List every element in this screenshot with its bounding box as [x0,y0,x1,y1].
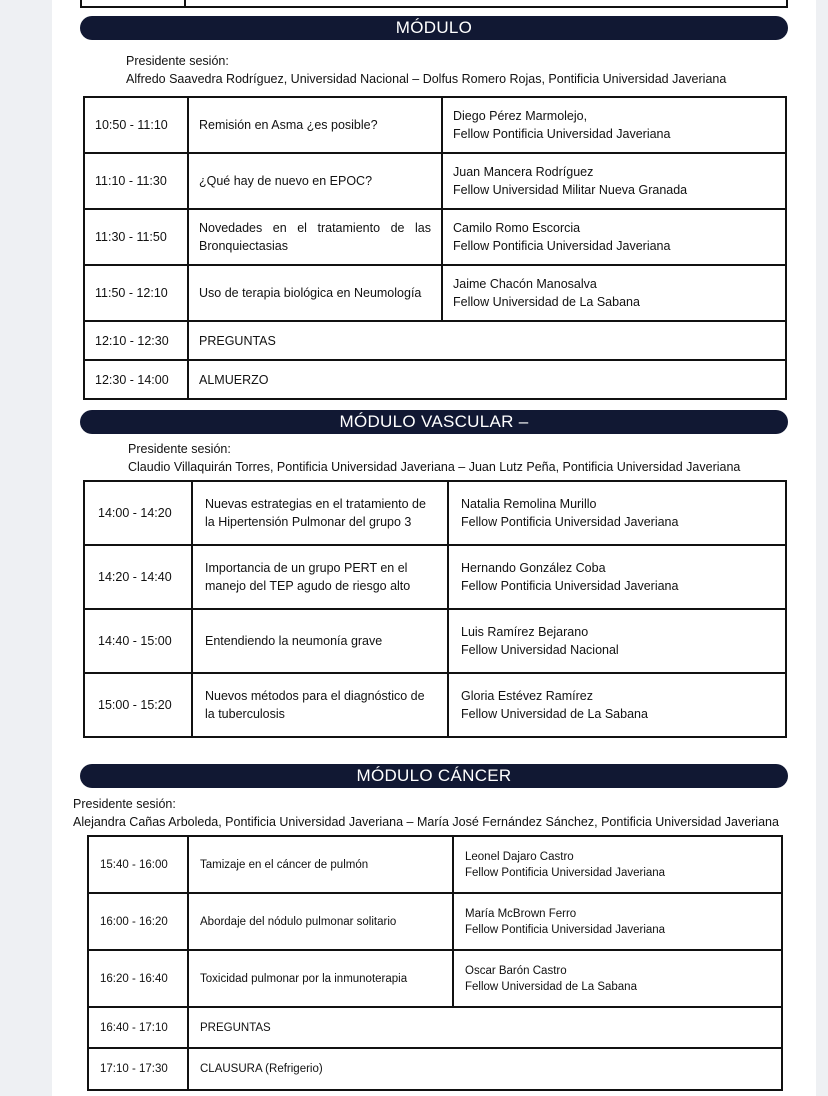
speaker-cell [448,481,786,545]
speaker-name: Diego Pérez Marmolejo, [453,109,588,123]
time-cell: 16:40 - 17:10 [88,1007,188,1048]
speaker-affiliation: Fellow Pontificia Universidad Javeriana [461,515,679,529]
speaker-cell [448,545,786,609]
table-row [84,321,786,360]
speaker-cell [453,893,782,950]
time-cell: 14:20 - 14:40 [84,545,192,609]
topic-line: Novedades en el tratamiento de las [199,221,431,235]
table-row [84,209,786,265]
speaker-affiliation: Fellow Pontificia Universidad Javeriana [465,866,666,879]
topic-line: manejo del TEP agudo de riesgo alto [205,579,411,593]
module-banner [80,764,788,788]
topic-cell [192,673,448,737]
time-cell: 10:50 - 11:10 [84,97,188,153]
speaker-cell [442,209,786,265]
president-names: Alejandra Cañas Arboleda, Pontificia Universidad Javeriana – María José Fernández Sánchez, Pontificia Universidad Javeriana [73,815,779,829]
table-row [84,265,786,321]
session-president-block [126,52,726,88]
topic-cell [192,545,448,609]
table-row [84,97,786,153]
topic-cell [192,481,448,545]
speaker-affiliation: Fellow Pontificia Universidad Javeriana [465,923,666,936]
table-row [88,1007,782,1048]
president-names: Alfredo Saavedra Rodríguez, Universidad Nacional – Dolfus Romero Rojas, Pontificia Universidad Javeriana [126,72,727,86]
time-cell: 11:30 - 11:50 [84,209,188,265]
schedule-table-module [83,96,787,400]
previous-table-divider [184,0,186,6]
speaker-cell [453,950,782,1007]
topic-line: Bronquiectasias [199,239,288,253]
topic-cell: Entendiendo la neumonía grave [192,609,448,673]
speaker-name: María McBrown Ferro [465,907,577,920]
topic-cell [188,209,442,265]
speaker-affiliation: Fellow Pontificia Universidad Javeriana [453,239,671,253]
table-row [84,481,786,545]
time-cell: 12:30 - 14:00 [84,360,188,399]
topic-cell: Uso de terapia biológica en Neumología [188,265,442,321]
previous-table-fragment [80,0,788,8]
full-row-label: PREGUNTAS [188,1007,782,1048]
speaker-cell [442,153,786,209]
speaker-affiliation: Fellow Universidad Militar Nueva Granada [453,183,688,197]
president-label: Presidente sesión: [73,797,176,811]
table-row [84,609,786,673]
president-label: Presidente sesión: [126,54,229,68]
president-names: Claudio Villaquirán Torres, Pontificia Universidad Javeriana – Juan Lutz Peña, Pontificia Universidad Javeriana [128,460,741,474]
table-row [84,360,786,399]
time-cell: 16:20 - 16:40 [88,950,188,1007]
speaker-name: Juan Mancera Rodríguez [453,165,594,179]
speaker-cell [448,673,786,737]
topic-cell: Remisión en Asma ¿es posible? [188,97,442,153]
time-cell: 14:40 - 15:00 [84,609,192,673]
topic-cell: Abordaje del nódulo pulmonar solitario [188,893,453,950]
time-cell: 15:40 - 16:00 [88,836,188,893]
time-cell: 11:10 - 11:30 [84,153,188,209]
topic-line: Importancia de un grupo PERT en el [205,561,408,575]
speaker-name: Jaime Chacón Manosalva [453,277,597,291]
full-row-label: ALMUERZO [188,360,786,399]
speaker-cell [453,836,782,893]
table-row [84,673,786,737]
speaker-cell [442,97,786,153]
session-president-block [73,795,779,831]
module-banner [80,16,788,40]
table-row [84,545,786,609]
speaker-name: Oscar Barón Castro [465,964,567,977]
speaker-name: Hernando González Coba [461,561,606,575]
speaker-affiliation: Fellow Universidad Nacional [461,643,619,657]
time-cell: 14:00 - 14:20 [84,481,192,545]
table-row [88,950,782,1007]
module-title: MÓDULO VASCULAR – [339,412,529,431]
speaker-name: Camilo Romo Escorcia [453,221,581,235]
full-row-label: PREGUNTAS [188,321,786,360]
topic-line: Nuevas estrategias en el tratamiento de [205,497,426,511]
speaker-name: Leonel Dajaro Castro [465,850,574,863]
schedule-table-cancer [87,835,783,1091]
table-row [84,153,786,209]
time-cell: 16:00 - 16:20 [88,893,188,950]
time-cell: 15:00 - 15:20 [84,673,192,737]
topic-cell: ¿Qué hay de nuevo en EPOC? [188,153,442,209]
topic-line: la Hipertensión Pulmonar del grupo 3 [205,515,412,529]
table-row [88,893,782,950]
time-cell: 12:10 - 12:30 [84,321,188,360]
speaker-affiliation: Fellow Pontificia Universidad Javeriana [461,579,679,593]
schedule-table-vascular [83,480,787,738]
speaker-affiliation: Fellow Universidad de La Sabana [461,707,648,721]
topic-cell: Toxicidad pulmonar por la inmunoterapia [188,950,453,1007]
table-row [88,836,782,893]
speaker-cell [442,265,786,321]
speaker-name: Gloria Estévez Ramírez [461,689,593,703]
speaker-name: Natalia Remolina Murillo [461,497,597,511]
time-cell: 11:50 - 12:10 [84,265,188,321]
speaker-cell [448,609,786,673]
module-title: MÓDULO [395,18,473,37]
session-president-block [128,440,740,476]
topic-cell: Tamizaje en el cáncer de pulmón [188,836,453,893]
speaker-name: Luis Ramírez Bejarano [461,625,589,639]
speaker-affiliation: Fellow Pontificia Universidad Javeriana [453,127,671,141]
topic-line: Nuevos métodos para el diagnóstico de [205,689,425,703]
table-row [88,1048,782,1090]
module-title: MÓDULO CÁNCER [356,766,512,785]
topic-line: la tuberculosis [205,707,285,721]
speaker-affiliation: Fellow Universidad de La Sabana [465,980,637,993]
module-banner [80,410,788,434]
time-cell: 17:10 - 17:30 [88,1048,188,1090]
president-label: Presidente sesión: [128,442,231,456]
full-row-label: CLAUSURA (Refrigerio) [188,1048,782,1090]
speaker-affiliation: Fellow Universidad de La Sabana [453,295,640,309]
